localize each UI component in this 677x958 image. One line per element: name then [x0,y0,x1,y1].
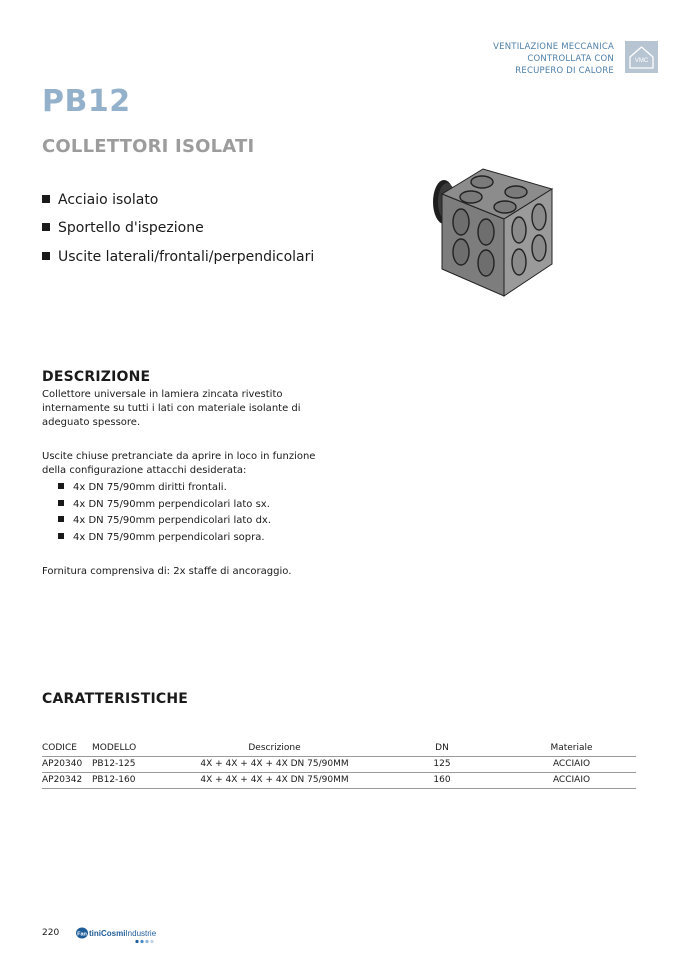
characteristics-heading: CARATTERISTICHE [42,691,189,707]
category-line: VENTILAZIONE MECCANICA [493,42,614,52]
description-heading: DESCRIZIONE [42,369,151,385]
description-bullet: 4x DN 75/90mm perpendicolari lato sx. [58,498,270,512]
column-header: Materiale [550,743,593,753]
table-row [42,757,636,773]
feature-item: Sportello d'ispezione [42,220,204,236]
product-image [426,164,566,304]
page-number: 220 [42,928,60,938]
table-cell: ACCIAIO [552,759,591,769]
table-cell: ACCIAIO [552,775,591,785]
bullet-square-icon [58,516,64,522]
description-bullet: 4x DN 75/90mm perpendicolari sopra. [58,531,265,545]
description-bullet: 4x DN 75/90mm diritti frontali. [58,481,227,495]
category-line: RECUPERO DI CALORE [515,66,614,76]
category-line: CONTROLLATA CON [527,54,614,64]
bullet-square-icon [58,533,64,539]
table-cell: 160 [433,775,451,785]
feature-item: Uscite laterali/frontali/perpendicolari [42,249,314,265]
supply-note: Fornitura comprensiva di: 2x staffe di ancoraggio. [42,566,292,577]
table-header-row [42,741,636,757]
table-cell: 125 [433,759,451,769]
column-header: MODELLO [92,743,137,753]
svg-text:tiniCosmiIndustrie [89,929,157,938]
column-header: DN [435,743,449,753]
bullet-square-icon [42,252,50,260]
bullet-square-icon [42,223,50,231]
description-paragraph: Uscite chiuse pretranciate da aprire in loco in funzione della configurazione attacchi desiderata: [42,451,316,476]
category-label [493,41,614,77]
specs-table [42,741,636,789]
product-code-title: PB12 [42,84,131,119]
table-cell: PB12-125 [92,759,136,769]
table-cell: AP20342 [42,775,83,785]
description-paragraph: Collettore universale in lamiera zincata rivestito internamente su tutti i lati con materiale isolante di adeguato spessore. [42,389,301,428]
logo-text-bold: tiniCosmi [89,929,126,938]
bullet-square-icon [58,483,64,489]
vmc-house-icon [625,41,658,73]
feature-item: Acciaio isolato [42,192,158,208]
table-cell: AP20340 [42,759,83,769]
brand-logo [76,925,158,949]
vmc-badge-text: VMC [634,58,649,64]
bullet-square-icon [42,195,50,203]
description-bullet: 4x DN 75/90mm perpendicolari lato dx. [58,514,271,528]
column-header: Descrizione [248,743,301,753]
column-header: CODICE [42,743,77,753]
bullet-square-icon [58,500,64,506]
table-row [42,773,636,789]
table-cell: 4X + 4X + 4X + 4X DN 75/90MM [200,775,349,785]
logo-mark-text: Fan [77,931,87,938]
table-cell: 4X + 4X + 4X + 4X DN 75/90MM [200,759,349,769]
logo-text-light: Industrie [125,929,157,938]
table-cell: PB12-160 [92,775,136,785]
product-name-subtitle: COLLETTORI ISOLATI [42,136,255,157]
